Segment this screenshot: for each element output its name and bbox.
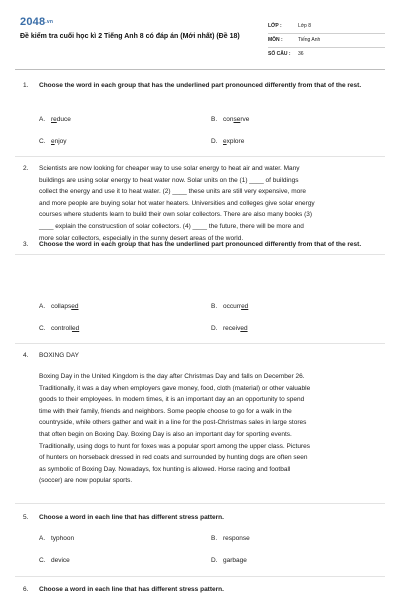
- option-1c[interactable]: [39, 138, 67, 145]
- info-value: Lớp 8: [298, 23, 312, 29]
- passage-line: as symbolic of Boxing Day. Nowadays, fox hunting is allowed. Horse racing and football: [39, 465, 291, 473]
- option-text: duce: [56, 116, 71, 123]
- passage-line: Scientists are now looking for cheaper way to use solar energy to heat air and water. Many: [39, 165, 300, 172]
- option-text: con: [223, 116, 234, 123]
- question-separator: [15, 576, 385, 577]
- underlined-part: e: [51, 138, 55, 145]
- option-text: controll: [51, 325, 72, 332]
- option-letter: C.: [39, 138, 46, 145]
- option-text: device: [51, 557, 70, 564]
- option-text: rve: [240, 116, 250, 123]
- option-1a[interactable]: [39, 116, 71, 123]
- question-separator: [15, 156, 385, 157]
- passage-line: collect the energy and use it to heat water. (2) ____ these units are still very expensive, more: [39, 188, 307, 196]
- option-3b[interactable]: [211, 303, 248, 310]
- question-number: 6.: [23, 586, 29, 593]
- option-5c[interactable]: [39, 557, 70, 564]
- option-text: receiv: [223, 325, 241, 332]
- option-text: xplore: [226, 138, 245, 145]
- passage-line: countryside, while others gather and wait in a line for the post-Christmas sales in large stores: [39, 419, 307, 427]
- question-instruction: Choose the word in each group that has the underlined part pronounced differently from that of the rest.: [39, 82, 362, 89]
- document-header: [15, 10, 385, 68]
- question-instruction: Choose a word in each line that has different stress pattern.: [39, 514, 224, 521]
- info-row-count: [268, 48, 385, 61]
- site-logo[interactable]: [20, 16, 53, 28]
- question-number: 2.: [23, 165, 29, 172]
- info-row-class: [268, 20, 385, 34]
- passage-line: (soccer) are now popular sports.: [39, 477, 133, 485]
- question-separator: [15, 254, 385, 255]
- option-5a[interactable]: [39, 535, 74, 542]
- option-text: collaps: [51, 303, 72, 310]
- passage-line: buildings are using solar energy to heat water now. Solar units on the (1) ____ of buildings: [39, 176, 299, 184]
- option-letter: A.: [39, 303, 46, 310]
- option-1b[interactable]: [211, 116, 249, 123]
- passage-line: more solar collectors, especially in the sunny desert areas of the world.: [39, 234, 244, 242]
- underlined-part: se: [233, 116, 241, 123]
- option-letter: D.: [211, 325, 218, 332]
- passage-line: Traditionally, using dogs to hunt for foxes was a popular sport among the upper class. Pictures: [39, 442, 310, 450]
- underlined-part: ed: [71, 325, 80, 332]
- solar-energy-passage: [39, 163, 374, 244]
- document-title: Đề kiểm tra cuối học kì 2 Tiếng Anh 8 có đáp án (Mới nhất) (Đề 18): [20, 33, 240, 40]
- info-value: Tiếng Anh: [298, 37, 321, 43]
- option-letter: A.: [39, 535, 46, 542]
- question-number: 4.: [23, 352, 29, 359]
- option-3a[interactable]: [39, 303, 78, 310]
- option-text: occurr: [223, 303, 242, 310]
- underlined-part: ed: [240, 325, 248, 332]
- passage-line: and more people are buying solar hot water heaters. Universities and colleges give solar energy: [39, 199, 315, 207]
- underlined-part: ed: [241, 303, 249, 310]
- question-instruction: Choose the word in each group that has the underlined part pronounced differently from that of the rest.: [39, 241, 362, 248]
- option-3c[interactable]: [39, 325, 79, 332]
- option-5b[interactable]: [211, 535, 250, 542]
- underlined-part: ed: [71, 303, 79, 310]
- question-separator: [15, 503, 385, 504]
- passage-line: goods to their employees. In modern times, it is an important day an an opportunity to spend: [39, 396, 305, 404]
- passage-line: courses where students learn to build their own solar collectors. There are also many books (3): [39, 211, 313, 219]
- option-letter: C.: [39, 325, 46, 332]
- option-3d[interactable]: [211, 325, 248, 332]
- underlined-part: e: [223, 138, 227, 145]
- passage-line: that often begin on Boxing Day. Boxing Day is also an important day for sporting events.: [39, 430, 292, 438]
- info-label: MÔN :: [268, 37, 283, 43]
- option-1d[interactable]: [211, 138, 244, 145]
- option-5d[interactable]: [211, 557, 247, 564]
- question-number: 3.: [23, 241, 29, 248]
- info-label: LỚP :: [268, 23, 282, 29]
- option-text: garbage: [223, 557, 247, 564]
- option-text: response: [223, 535, 250, 542]
- option-letter: B.: [211, 116, 218, 123]
- option-letter: C.: [39, 557, 46, 564]
- question-instruction: Choose a word in each line that has different stress pattern.: [39, 586, 224, 593]
- question-number: 1.: [23, 82, 29, 89]
- option-letter: B.: [211, 303, 218, 310]
- question-number: 5.: [23, 514, 29, 521]
- info-row-subject: [268, 34, 385, 48]
- passage-line: Boxing Day in the United Kingdom is the day after Christmas Day and falls on December 26.: [39, 373, 305, 380]
- passage-line: of hunters on horseback dressed in red coats and surrounded by hunting dogs are often seen: [39, 454, 308, 462]
- passage-line: time with their family, friends and neighbors. Some people choose to go for a walk in the: [39, 407, 292, 415]
- logo-suffix: .vn: [45, 19, 54, 26]
- option-letter: A.: [39, 116, 46, 123]
- option-text: njoy: [54, 138, 67, 145]
- info-value: 36: [298, 51, 304, 57]
- option-letter: D.: [211, 557, 218, 564]
- passage-line: ____ explain the construcstion of solar collectors. (4) ____ the future, there will be more and: [39, 222, 304, 230]
- boxing-day-passage: [39, 371, 374, 487]
- option-letter: B.: [211, 535, 218, 542]
- underlined-part: re: [51, 116, 57, 123]
- option-text: typhoon: [51, 535, 75, 542]
- logo-text: 2048: [20, 16, 46, 28]
- info-table: [268, 20, 385, 61]
- header-divider: [15, 69, 385, 70]
- passage-title: BOXING DAY: [39, 352, 79, 359]
- passage-line: Traditionally, it was a day when employers gave money, food, cloth (material) or other valuable: [39, 384, 311, 392]
- question-separator: [15, 343, 385, 344]
- info-label: SỐ CÂU :: [268, 51, 291, 57]
- option-letter: D.: [211, 138, 218, 145]
